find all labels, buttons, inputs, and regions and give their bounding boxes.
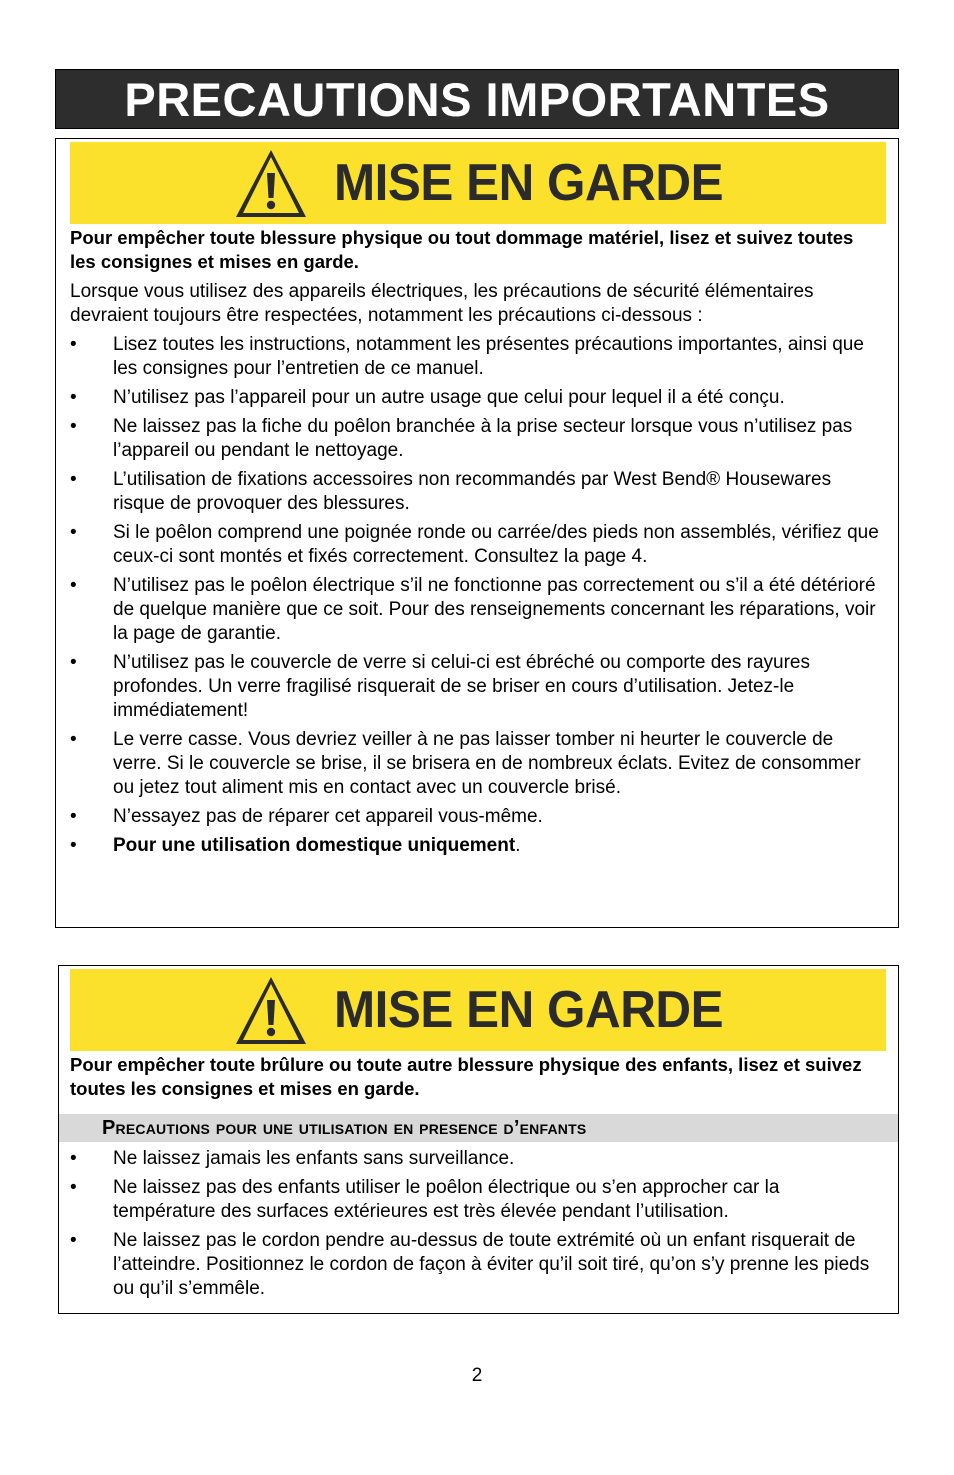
page-header — [55, 69, 899, 129]
list-item: • Le verre casse. Vous devriez veiller à ne pas laisser tomber ni heurter le couvercle de verre. Si le couvercle se brise, il se brisera en de nombreux éclats. Evitez de consommer ou jetez tout aliment mis en contact avec un couvercle brisé. — [70, 728, 884, 800]
children-precaution-list — [70, 1147, 887, 1301]
warning-banner-label: MISE EN GARDE — [334, 154, 724, 212]
precaution-list — [70, 333, 884, 858]
warning-content — [70, 226, 884, 863]
warning-intro: Lorsque vous utilisez des appareils électriques, les précautions de sécurité élémentaires devraient toujours être respectées, notamment les précautions ci-dessous : — [70, 281, 814, 326]
list-item: • Ne laissez pas la fiche du poêlon branchée à la prise secteur lorsque vous n’utilisez pas l’appareil ou pendant le nettoyage. — [70, 415, 884, 463]
list-item: • N’utilisez pas l’appareil pour un autre usage que celui pour lequel il a été conçu. — [70, 386, 884, 410]
warning-banner — [70, 142, 886, 224]
list-item: • Ne laissez pas des enfants utiliser le poêlon électrique ou s’en approcher car la température des surfaces extérieures est très élevée pendant l’utilisation. — [70, 1176, 887, 1224]
list-item: • Lisez toutes les instructions, notamment les présentes précautions importantes, ainsi que les consignes pour l’entretien de ce manuel. — [70, 333, 884, 381]
domestic-use-text: Pour une utilisation domestique uniquement — [113, 835, 516, 856]
warning-triangle-icon — [234, 147, 308, 219]
page-title: PRECAUTIONS IMPORTANTES — [124, 72, 830, 126]
warning-box-general — [55, 138, 899, 928]
list-item: • N’utilisez pas le poêlon électrique s’il ne fonctionne pas correctement ou s’il a été détérioré de quelque manière que ce soit. Pour des renseignements concernant les réparations, voir la page de garantie. — [70, 574, 884, 646]
warning-banner-label: MISE EN GARDE — [334, 981, 724, 1039]
domestic-use-suffix: . — [515, 835, 521, 856]
children-section-heading: Precautions pour une utilisation en presence d’enfants — [59, 1114, 898, 1142]
list-item: • L’utilisation de fixations accessoires non recommandés par West Bend® Housewares risque de provoquer des blessures. — [70, 468, 884, 516]
warning-banner — [70, 969, 886, 1051]
warning-box-children — [58, 965, 899, 1314]
list-item: • Si le poêlon comprend une poignée ronde ou carrée/des pieds non assemblés, vérifiez que ceux-ci sont montés et fixés correctement. Consultez la page 4. — [70, 521, 884, 569]
list-item: • N’essayez pas de réparer cet appareil vous-même. — [70, 805, 884, 829]
warning-lead: Pour empêcher toute brûlure ou toute autre blessure physique des enfants, lisez et suivez toutes les consignes et mises en garde. — [70, 1054, 862, 1099]
warning-content — [70, 1053, 887, 1306]
list-item: • N’utilisez pas le couvercle de verre si celui-ci est ébréché ou comporte des rayures profondes. Un verre fragilisé risquerait de se briser en cours d’utilisation. Jetez-le immédiatement! — [70, 651, 884, 723]
list-item: • Ne laissez jamais les enfants sans surveillance. — [70, 1147, 887, 1171]
list-item: • Ne laissez pas le cordon pendre au-dessus de toute extrémité où un enfant risquerait de l’atteindre. Positionnez le cordon de façon à éviter qu’il soit tiré, qu’on s’y prenne les pieds ou qu’il s’emmêle. — [70, 1229, 887, 1301]
warning-lead: Pour empêcher toute blessure physique ou tout dommage matériel, lisez et suivez toutes les consignes et mises en garde. — [70, 227, 854, 272]
warning-triangle-icon — [234, 974, 308, 1046]
page-number: 2 — [471, 1365, 483, 1386]
list-item-domestic-use — [70, 834, 884, 858]
